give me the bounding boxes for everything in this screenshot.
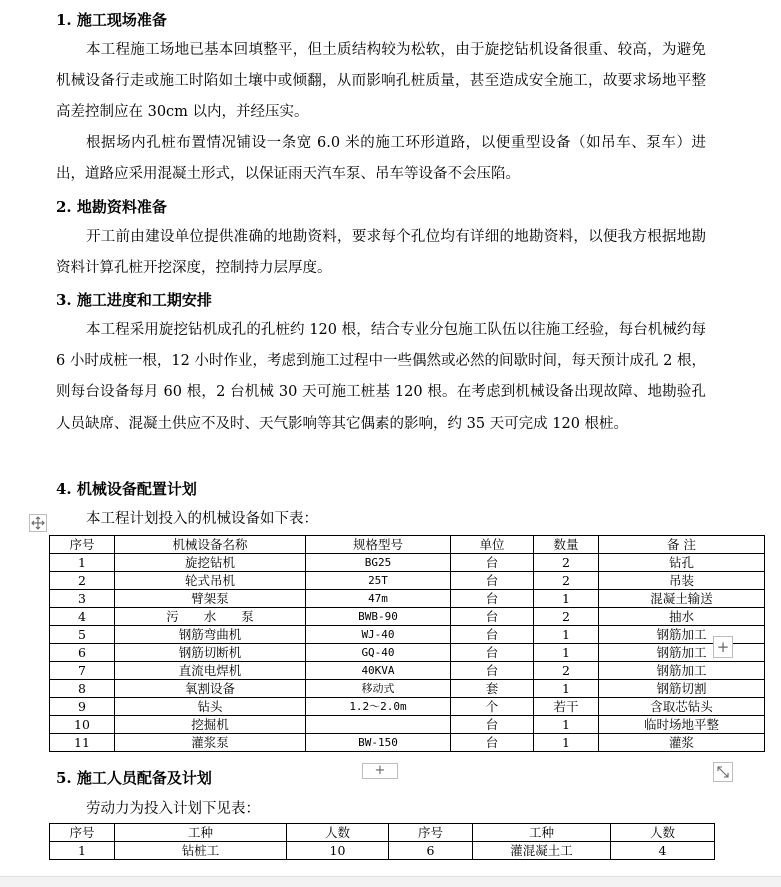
table-cell: BG25 [306, 554, 451, 572]
table-cell: 钻孔 [599, 554, 765, 572]
table-row [50, 680, 765, 698]
add-row-button[interactable]: + [362, 763, 398, 779]
table-cell: 吊装 [599, 572, 765, 590]
table-resize-handle[interactable] [713, 762, 733, 782]
table-cell: 1 [534, 680, 599, 698]
table-cell: 台 [451, 716, 534, 734]
header-cell: 人数 [287, 824, 389, 842]
table-cell: 2 [534, 554, 599, 572]
table-cell: 灌浆 [599, 734, 765, 752]
table-cell: 7 [50, 662, 115, 680]
table-cell: 1 [534, 626, 599, 644]
header-cell: 备 注 [599, 536, 765, 554]
table-row [50, 734, 765, 752]
table-cell: 台 [451, 734, 534, 752]
table-cell: 钻头 [115, 698, 306, 716]
table-cell: 个 [451, 698, 534, 716]
table-cell: 25T [306, 572, 451, 590]
table-cell: 1 [50, 554, 115, 572]
table-move-handle[interactable] [29, 514, 47, 532]
header-cell: 机械设备名称 [115, 536, 306, 554]
table-cell: WJ-40 [306, 626, 451, 644]
labor-table-header-row [50, 824, 715, 842]
table-cell: 若干 [534, 698, 599, 716]
table-cell: 47m [306, 590, 451, 608]
header-cell: 规格型号 [306, 536, 451, 554]
table-cell: BWB-90 [306, 608, 451, 626]
table-cell: 套 [451, 680, 534, 698]
page-bottom-edge [0, 876, 781, 887]
header-cell: 单位 [451, 536, 534, 554]
table-cell: 台 [451, 590, 534, 608]
table-row [50, 590, 765, 608]
table-cell: 氧割设备 [115, 680, 306, 698]
table-cell: 台 [451, 572, 534, 590]
header-cell: 工种 [473, 824, 611, 842]
table-row [50, 662, 765, 680]
table-cell: 4 [611, 842, 715, 860]
table-row [50, 626, 765, 644]
add-column-button[interactable]: + [713, 636, 733, 658]
table-cell: 2 [534, 572, 599, 590]
table-cell: 5 [50, 626, 115, 644]
table-cell: 台 [451, 644, 534, 662]
table-cell [306, 716, 451, 734]
table-cell: 混凝土输送 [599, 590, 765, 608]
table-cell: 2 [534, 662, 599, 680]
header-cell: 工种 [115, 824, 287, 842]
table-cell: 3 [50, 590, 115, 608]
table-cell: 临时场地平整 [599, 716, 765, 734]
table-row [50, 842, 715, 860]
table-cell: 4 [50, 608, 115, 626]
table-cell: 抽水 [599, 608, 765, 626]
table-cell: 钻桩工 [115, 842, 287, 860]
header-cell: 序号 [50, 824, 115, 842]
table-cell: 6 [50, 644, 115, 662]
header-cell: 数量 [534, 536, 599, 554]
table-cell: 2 [534, 608, 599, 626]
table-cell: 11 [50, 734, 115, 752]
section-2-heading: 2. 地勘资料准备 [56, 198, 167, 216]
equipment-table [49, 535, 765, 752]
section-1-paragraph-1: 本工程施工场地已基本回填整平，但土质结构较为松软，由于旋挖钻机设备很重、较高，为避免机械设备行走或施工时陷如土壤中或倾翻，从而影响孔桩质量，甚至造成安全施工，故要求场地平整高差控制应在 30cm 以内，并经压实。 [56, 42, 706, 121]
move-arrows-icon [30, 515, 46, 531]
resize-diagonal-icon [714, 763, 732, 781]
table-cell: 6 [389, 842, 473, 860]
table-cell: 移动式 [306, 680, 451, 698]
table-cell: 10 [50, 716, 115, 734]
labor-table-intro: 劳动力为投入计划下见表： [86, 801, 260, 817]
table-cell: 1 [534, 734, 599, 752]
table-cell: 1.2～2.0m [306, 698, 451, 716]
table-cell: 台 [451, 608, 534, 626]
table-row [50, 698, 765, 716]
header-cell: 人数 [611, 824, 715, 842]
table-row [50, 644, 765, 662]
table-cell: 钢筋加工 [599, 626, 765, 644]
section-5-heading: 5. 施工人员配备及计划 [56, 769, 212, 787]
table-cell: 轮式吊机 [115, 572, 306, 590]
table-cell: 台 [451, 626, 534, 644]
section-3-heading: 3. 施工进度和工期安排 [56, 291, 212, 309]
equipment-table-intro: 本工程计划投入的机械设备如下表： [86, 511, 318, 527]
table-cell: 钢筋弯曲机 [115, 626, 306, 644]
table-row [50, 716, 765, 734]
table-cell: 直流电焊机 [115, 662, 306, 680]
table-cell: 挖掘机 [115, 716, 306, 734]
section-1-paragraph-2: 根据场内孔桩布置情况铺设一条宽 6.0 米的施工环形道路，以便重型设备（如吊车、泵车）进出，道路应采用混凝土形式，以保证雨天汽车泵、吊车等设备不会压陷。 [56, 135, 706, 183]
table-cell: 钢筋加工 [599, 662, 765, 680]
equipment-table-header-row [50, 536, 765, 554]
table-cell: 1 [534, 716, 599, 734]
table-cell: BW-150 [306, 734, 451, 752]
table-cell: 含取芯钻头 [599, 698, 765, 716]
table-cell: 钢筋切割 [599, 680, 765, 698]
table-row [50, 572, 765, 590]
table-cell: 8 [50, 680, 115, 698]
table-cell: GQ-40 [306, 644, 451, 662]
table-cell: 钢筋切断机 [115, 644, 306, 662]
table-cell: 1 [534, 644, 599, 662]
table-cell: 臂架泵 [115, 590, 306, 608]
header-cell: 序号 [389, 824, 473, 842]
table-cell: 40KVA [306, 662, 451, 680]
table-cell: 1 [534, 590, 599, 608]
table-cell: 灌混凝土工 [473, 842, 611, 860]
table-row [50, 554, 765, 572]
section-3-paragraph-1: 本工程采用旋挖钻机成孔的孔桩约 120 根，结合专业分包施工队伍以往施工经验，每台机械约每 6 小时成桩一根，12 小时作业，考虑到施工过程中一些偶然或必然的间歇时间，每天预计成孔 2 根，则每台设备每月 60 根，2 台机械 30 天可施工桩基 120 根。在考虑到机械设备出现故障、地勘验孔人员缺席、混凝土供应不及时、天气影响等其它偶素的影响，约 35 天可完成 120 根桩。 [56, 322, 706, 432]
table-cell: 9 [50, 698, 115, 716]
table-cell: 10 [287, 842, 389, 860]
table-cell: 灌浆泵 [115, 734, 306, 752]
table-cell: 钢筋加工 [599, 644, 765, 662]
table-cell: 旋挖钻机 [115, 554, 306, 572]
table-cell: 2 [50, 572, 115, 590]
table-row [50, 608, 765, 626]
table-cell: 台 [451, 662, 534, 680]
section-1-heading: 1. 施工现场准备 [56, 11, 167, 29]
header-cell: 序号 [50, 536, 115, 554]
section-4-heading: 4. 机械设备配置计划 [56, 480, 197, 498]
table-cell: 污 水 泵 [115, 608, 306, 626]
section-2-paragraph-1: 开工前由建设单位提供准确的地勘资料，要求每个孔位均有详细的地勘资料，以便我方根据地勘资料计算孔桩开挖深度，控制持力层厚度。 [56, 229, 706, 277]
labor-table [49, 823, 715, 860]
table-cell: 1 [50, 842, 115, 860]
table-cell: 台 [451, 554, 534, 572]
